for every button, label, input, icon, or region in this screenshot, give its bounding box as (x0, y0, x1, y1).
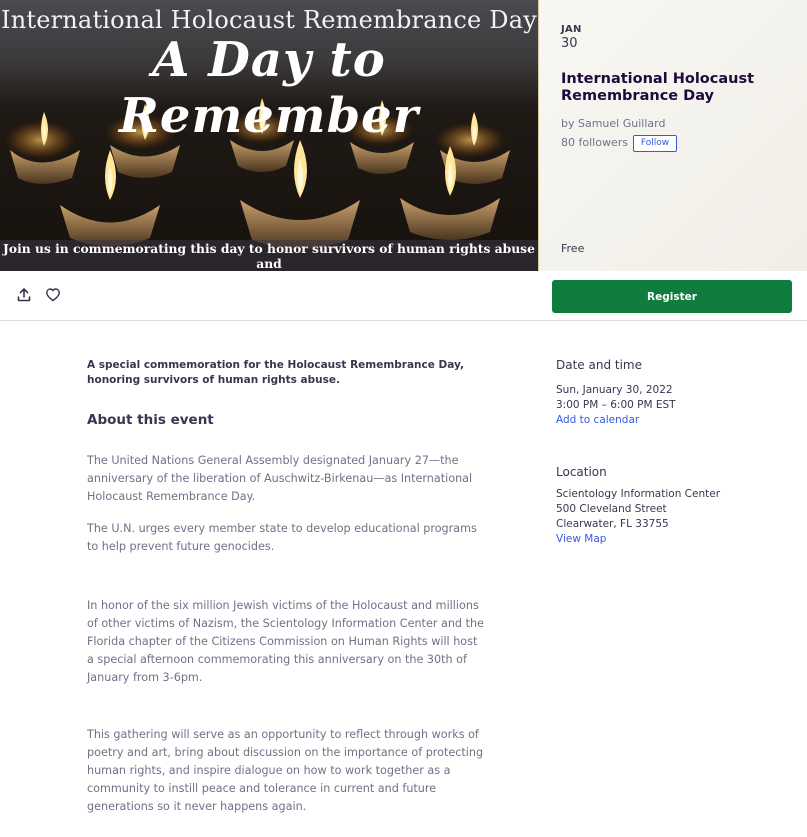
description-paragraph: The United Nations General Assembly designated January 27—the anniversary of the liberation of Auschwitz-Birkenau—as International Holocaust Remembrance Day. (87, 454, 473, 503)
location-heading: Location (556, 465, 607, 479)
venue-name: Scientology Information Center (556, 488, 721, 500)
heart-icon[interactable] (45, 287, 61, 303)
banner-caption (0, 240, 538, 271)
date-time-section (556, 358, 676, 428)
description-paragraph: The U.N. urges every member state to develop educational programs to help prevent future genocides. (87, 522, 477, 553)
event-summary: A special commemoration for the Holocaust Remembrance Day, honoring survivors of human rights abuse. (87, 359, 465, 386)
venue-street: 500 Cleveland Street (556, 503, 667, 515)
follow-button[interactable]: Follow (633, 135, 677, 152)
view-map-link[interactable]: View Map (556, 533, 607, 545)
event-price: Free (561, 242, 585, 255)
event-summary-panel (538, 0, 807, 271)
venue-city: Clearwater, FL 33755 (556, 518, 669, 530)
location-section (556, 465, 720, 547)
description-paragraph: In honor of the six million Jewish victims of the Holocaust and millions of other victims of Nazism, the Scientology Information Center and the Florida chapter of the Citizens Commission on Human Rights will host a special afternoon commemorating this anniversary on the 30th of January from 3-6pm. (87, 599, 484, 684)
event-description (87, 358, 487, 813)
event-month: JAN (561, 24, 582, 35)
share-icon[interactable] (16, 287, 32, 303)
event-banner-image (0, 0, 538, 271)
add-to-calendar-link[interactable]: Add to calendar (556, 414, 640, 426)
event-time: 3:00 PM – 6:00 PM EST (556, 399, 676, 411)
description-paragraph: This gathering will serve as an opportunity to reflect through works of poetry and art, bring about discussion on the importance of protecting human rights, and inspire dialogue on how to work together as a community to instill peace and tolerance in current and future generations so it never happens again. (87, 728, 484, 813)
register-button[interactable]: Register (552, 280, 792, 313)
organizer-name: by Samuel Guillard (561, 117, 666, 130)
about-heading: About this event (87, 412, 214, 428)
event-hero (0, 0, 807, 271)
event-title: International Holocaust Remembrance Day (561, 71, 755, 104)
event-date: Sun, January 30, 2022 (556, 384, 673, 396)
action-bar (0, 271, 807, 321)
banner-caption-line: Join us in commemorating this day to honor survivors of human rights abuse and (3, 241, 535, 271)
event-day: 30 (561, 36, 578, 51)
date-time-heading: Date and time (556, 358, 642, 372)
banner-script-title: A Day to Remember (119, 32, 419, 144)
banner-title: International Holocaust Remembrance Day (1, 6, 537, 34)
followers-count: 80 followers (561, 136, 628, 149)
